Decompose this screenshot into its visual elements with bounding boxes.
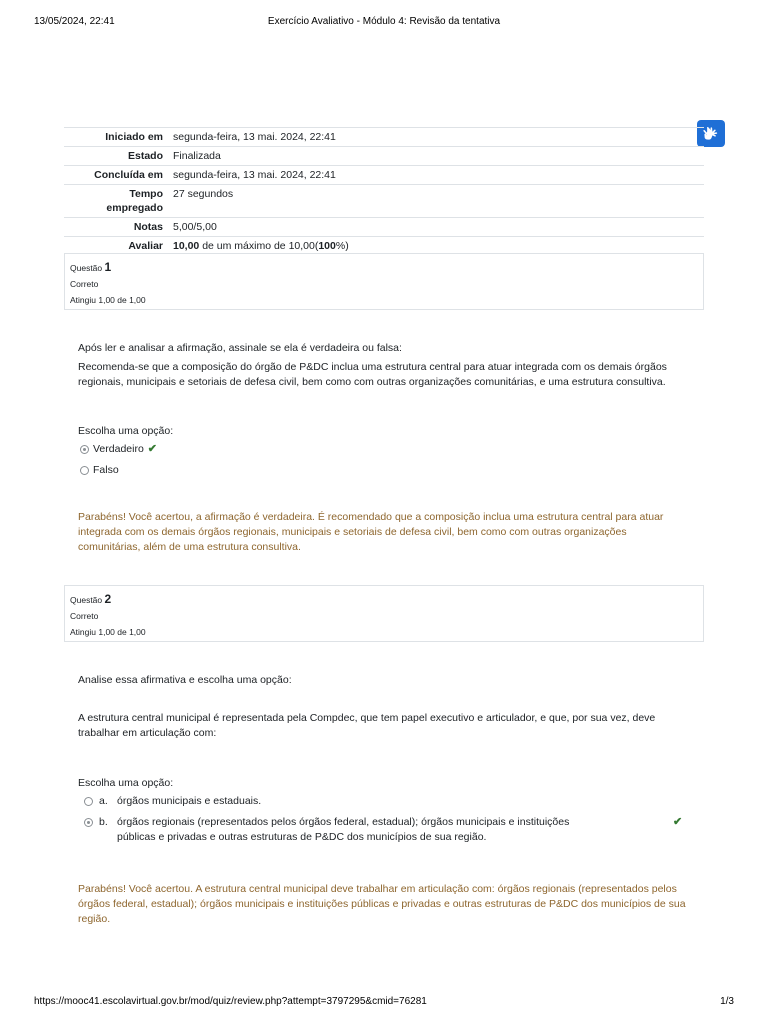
radio-button[interactable] <box>84 797 93 806</box>
grade-percent: 100 <box>318 240 336 252</box>
question-2-option-a[interactable] <box>84 794 607 809</box>
started-value: segunda-feira, 13 mai. 2024, 22:41 <box>168 128 704 147</box>
question-mark: Atingiu 1,00 de 1,00 <box>70 295 146 305</box>
question-1-option-true[interactable] <box>80 442 157 456</box>
print-url: https://mooc41.escolavirtual.gov.br/mod/quiz/review.php?attempt=3797295&cmid=76281 <box>34 996 427 1007</box>
question-2-feedback: Parabéns! Você acertou. A estrutura central municipal deve trabalhar em articulação com: órgãos regionais (representados pelos órgãos federal, estadual); órgãos municipais e instituições públicas e privadas e outras estruturas de P&DC dos municípios de sua região. <box>78 883 686 925</box>
completed-value: segunda-feira, 13 mai. 2024, 22:41 <box>168 166 704 185</box>
question-mark: Atingiu 1,00 de 1,00 <box>70 627 146 637</box>
time-label <box>64 185 168 218</box>
marks-label: Notas <box>64 218 168 237</box>
option-label: órgãos municipais e estaduais. <box>117 795 262 807</box>
time-value: 27 segundos <box>168 185 704 218</box>
time-label-line1: Tempo <box>129 188 163 200</box>
question-number <box>70 259 698 276</box>
marks-value: 5,00/5,00 <box>168 218 704 237</box>
question-label: Questão <box>70 263 103 273</box>
state-label: Estado <box>64 147 168 166</box>
question-2-prompt: Analise essa afirmativa e escolha uma opção: <box>78 674 292 686</box>
option-label: Verdadeiro <box>93 443 144 455</box>
started-label: Iniciado em <box>64 128 168 147</box>
correct-check-icon: ✔ <box>147 443 158 455</box>
radio-button-selected[interactable] <box>84 818 93 827</box>
print-page-number: 1/3 <box>720 996 734 1007</box>
question-number <box>70 591 698 608</box>
print-header <box>34 16 734 30</box>
print-datetime: 13/05/2024, 22:41 <box>34 16 115 27</box>
summary-row-state <box>64 147 704 166</box>
summary-row-marks <box>64 218 704 237</box>
question-1-choose-label: Escolha uma opção: <box>78 425 174 437</box>
attempt-summary-table <box>64 127 704 256</box>
print-page-title: Exercício Avaliativo - Módulo 4: Revisão da tentativa <box>267 16 501 27</box>
sign-language-icon <box>702 125 720 143</box>
summary-row-started <box>64 128 704 147</box>
question-1-option-false[interactable] <box>80 463 119 477</box>
summary-row-completed <box>64 166 704 185</box>
grade-end: %) <box>335 240 349 252</box>
option-label: órgãos regionais (representados pelos órgãos federal, estadual); órgãos municipais e instituições públicas e privadas e outras estruturas de P&DC dos municípios de sua região. <box>117 816 570 843</box>
question-2-statement: A estrutura central municipal é representada pela Compdec, que tem papel executivo e articulador, e que, por sua vez, deve trabalhar em articulação com: <box>78 712 656 739</box>
summary-row-time <box>64 185 704 218</box>
option-letter: a. <box>99 795 108 807</box>
grade-score: 10,00 <box>173 240 200 252</box>
question-status: Correto <box>70 279 99 289</box>
question-2-option-b[interactable] <box>84 815 607 845</box>
time-label-line2: empregado <box>106 202 163 214</box>
question-2-info <box>64 585 704 642</box>
question-number-value: 1 <box>104 260 112 274</box>
question-1-prompt: Após ler e analisar a afirmação, assinale se ela é verdadeira ou falsa: <box>78 342 402 354</box>
grade-label: Avaliar <box>64 237 168 256</box>
radio-button-selected[interactable] <box>80 445 89 454</box>
radio-button[interactable] <box>80 466 89 475</box>
option-letter: b. <box>99 816 108 828</box>
question-status: Correto <box>70 611 99 621</box>
question-1-feedback: Parabéns! Você acertou, a afirmação é verdadeira. É recomendado que a composição inclua uma estrutura central para atuar integrada com os demais órgãos regionais, municipais e setoriais de defesa civil, bem como com outras organizações comunitárias, além de uma estrutura consultiva. <box>78 511 664 553</box>
question-1-info <box>64 253 704 310</box>
question-label: Questão <box>70 595 103 605</box>
question-2-choose-label: Escolha uma opção: <box>78 777 174 789</box>
grade-mid: de um máximo de 10,00( <box>199 240 319 252</box>
print-footer <box>34 996 734 1010</box>
state-value: Finalizada <box>168 147 704 166</box>
question-number-value: 2 <box>104 592 112 606</box>
question-1-statement: Recomenda-se que a composição do órgão de P&DC inclua uma estrutura central para atuar integrada com os demais órgãos regionais, municipais e setoriais de defesa civil, bem como com outras organizações comunitárias, e uma estrutura consultiva. <box>78 361 667 388</box>
correct-check-icon: ✔ <box>673 816 683 828</box>
completed-label: Concluída em <box>64 166 168 185</box>
option-label: Falso <box>93 464 119 476</box>
